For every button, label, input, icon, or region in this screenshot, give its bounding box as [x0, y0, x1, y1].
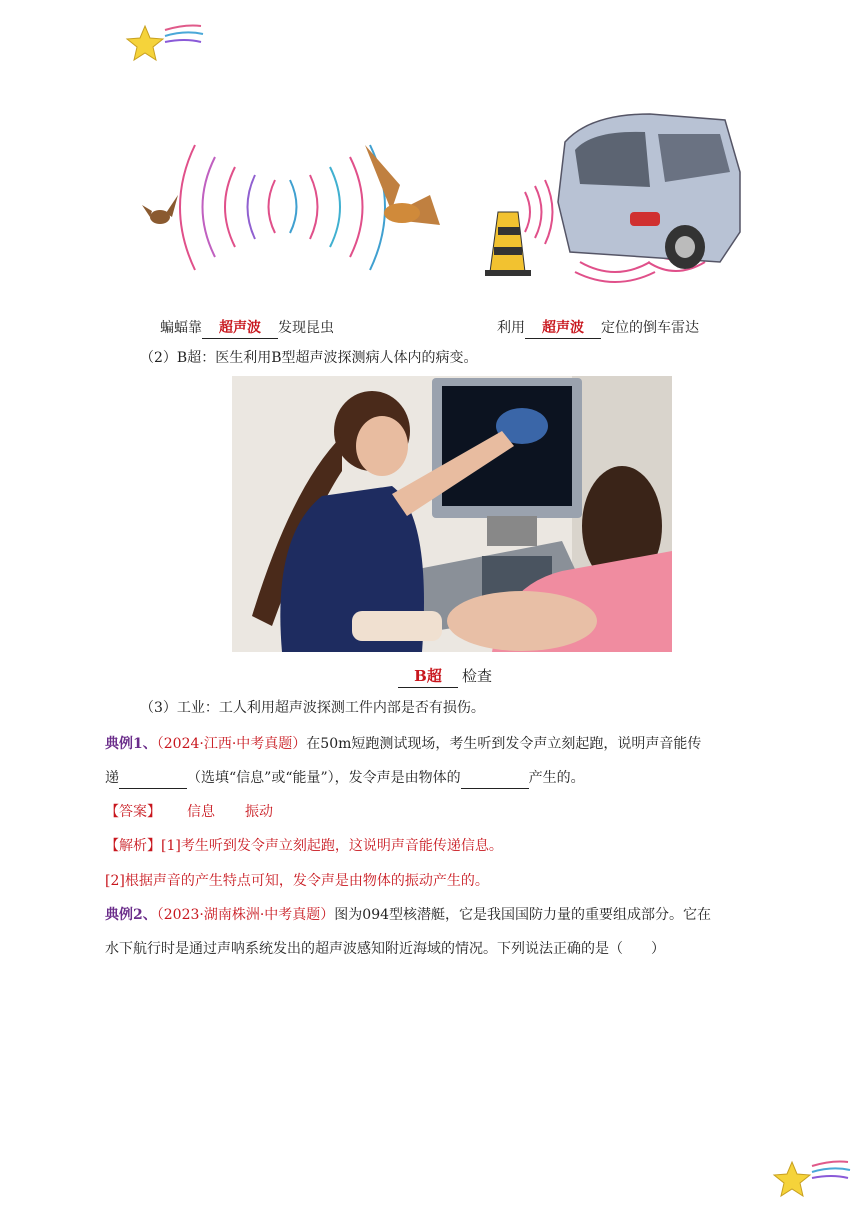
example2-line2: 水下航行时是通过声呐系统发出的超声波感知附近海域的情况。下列说法正确的是（ ） — [105, 941, 665, 957]
example1-analysis-2: [2]根据声音的产生特点可知，发令声是由物体的振动产生的。 — [105, 873, 489, 889]
example2-source: （2023·湖南株洲·中考真题） — [156, 907, 335, 923]
answer-label: 【答案】 — [105, 804, 161, 820]
car-caption-prefix: 利用 — [497, 320, 525, 336]
analysis-line-1: [1]考生听到发令声立刻起跑，这说明声音能传递信息。 — [161, 838, 503, 854]
example1-line1 — [105, 734, 701, 754]
example1-answer — [105, 802, 273, 822]
bat-caption-answer: 超声波 — [202, 318, 278, 339]
bat-echolocation-illustration — [140, 125, 445, 290]
bat-caption — [160, 318, 334, 339]
b-scan-suffix: 检查 — [462, 667, 493, 685]
ultrasound-exam-photo — [232, 376, 672, 652]
car-caption-suffix: 定位的倒车雷达 — [601, 320, 699, 336]
answer-1: 信息 — [187, 804, 215, 820]
car-caption-answer: 超声波 — [525, 318, 601, 339]
b-scan-caption — [398, 665, 492, 688]
paragraph-b-ultrasound: （2）B超：医生利用B型超声波探测病人体内的病变。 — [140, 350, 478, 366]
example1-source: （2024·江西·中考真题） — [156, 736, 307, 752]
example1-stem: 在50m短跑测试现场，考生听到发令声立刻起跑，说明声音能传 — [306, 736, 702, 752]
example2-label: 典例2、 — [105, 907, 157, 923]
analysis-label: 【解析】 — [105, 838, 161, 854]
example1-blank-1 — [119, 768, 187, 789]
example2-line1 — [105, 905, 711, 925]
bat-caption-prefix: 蝙蝠靠 — [160, 320, 202, 336]
example1-label: 典例1、 — [105, 736, 157, 752]
example1-line2-c: 产生的。 — [528, 770, 585, 786]
example1-line2-a: 递 — [105, 770, 119, 786]
example1-analysis-1 — [105, 836, 503, 856]
car-parking-radar-illustration — [480, 112, 742, 300]
paragraph-industry: （3）工业：工人利用超声波探测工件内部是否有损伤。 — [140, 700, 485, 716]
answer-2: 振动 — [245, 804, 273, 820]
example1-line2 — [105, 768, 585, 789]
example1-blank-2 — [461, 768, 529, 789]
bat-caption-suffix: 发现昆虫 — [278, 320, 334, 336]
b-scan-answer: B超 — [398, 665, 458, 688]
star-comet-icon — [772, 1156, 852, 1201]
car-caption — [497, 318, 699, 339]
example2-stem: 图为094型核潜艇，它是我国国防力量的重要组成部分。它在 — [334, 907, 712, 923]
example1-line2-b: （选填“信息”或“能量”），发令声是由物体的 — [187, 770, 461, 786]
star-comet-icon — [125, 20, 205, 65]
